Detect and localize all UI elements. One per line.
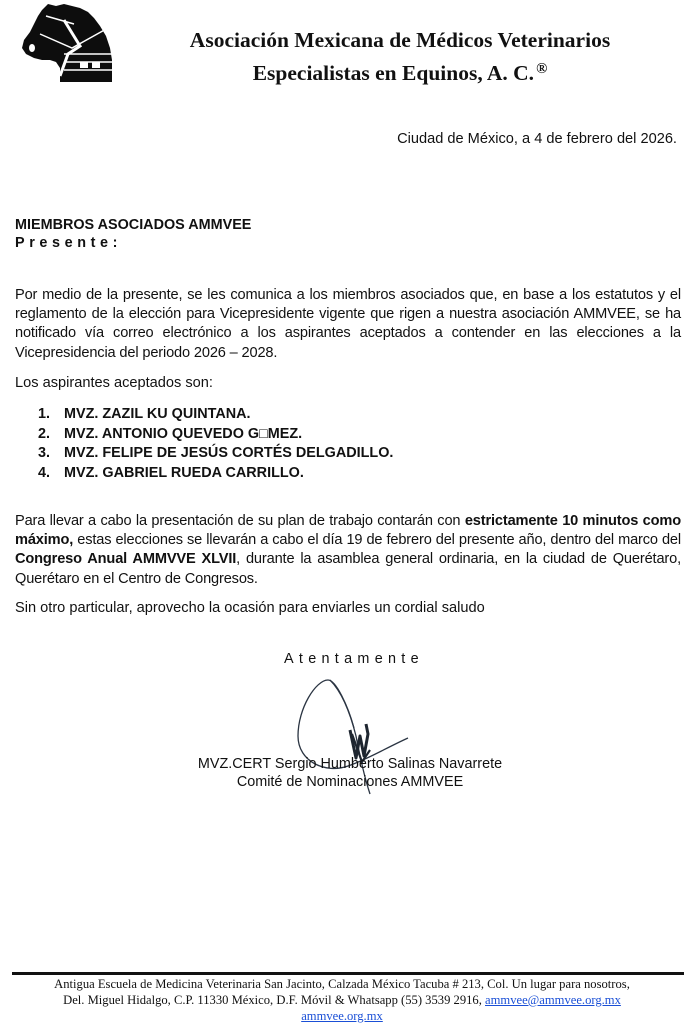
recipient-block (15, 216, 251, 252)
org-name-line-2 (150, 55, 650, 88)
candidate-name: MVZ. ANTONIO QUEVEDO G□MEZ. (64, 425, 303, 442)
body-paragraph-3 (15, 512, 681, 589)
candidate-name: MVZ. GABRIEL RUEDA CARRILLO. (64, 464, 304, 481)
paragraph-3-part-1: Para llevar a cabo la presentación de su plan de trabajo contarán con (15, 513, 465, 529)
footer-divider (12, 972, 684, 975)
signer-block (150, 755, 550, 791)
candidate-item (38, 405, 393, 425)
footer-line-3 (0, 1009, 684, 1024)
body-paragraph-4: Sin otro particular, aprovecho la ocasión para enviarles un cordial saludo (15, 600, 485, 616)
candidate-name: MVZ. ZAZIL KU QUINTANA. (64, 406, 251, 422)
signer-title: Comité de Nominaciones AMMVEE (236, 774, 464, 790)
candidate-item (38, 444, 393, 464)
org-name-line-1: Asociación Mexicana de Médicos Veterinarios (189, 28, 611, 52)
registered-mark: ® (536, 61, 548, 77)
email-link[interactable]: ammvee@ammvee.org.mx (485, 992, 621, 1007)
candidate-number: 3. (38, 445, 51, 462)
website-link[interactable]: ammvee.org.mx (301, 1008, 383, 1023)
paragraph-3-bold-time-limit: estrictamente 10 minutos como máximo, (15, 513, 682, 549)
candidate-item (38, 425, 393, 445)
signer-name: MVZ.CERT Sergio Humberto Salinas Navarrete (197, 756, 503, 772)
body-paragraph-2: Los aspirantes aceptados son: (15, 375, 213, 391)
candidate-number: 1. (38, 406, 51, 422)
candidate-item (38, 464, 393, 484)
body-paragraph-1: Por medio de la presente, se les comunica a los miembros asociados que, en base a los estatutos y el reglamento de la elección para Vicepresidente vigente que rigen a nuestra asociación AMMVEE, se ha notificado vía correo electrónico a los aspirantes aceptados a contender en las elecciones a la Vicepresidencia del periodo 2026 – 2028. (15, 287, 681, 361)
date-line: Ciudad de México, a 4 de febrero del 2026. (397, 131, 677, 147)
recipient-line-2: Presente: (15, 235, 122, 251)
candidate-list (38, 405, 393, 483)
paragraph-3-bold-congress: Congreso Anual AMMVVE XLVII (15, 551, 237, 568)
horse-head-logo (20, 2, 116, 84)
recipient-line-1: MIEMBROS ASOCIADOS AMMVEE (15, 217, 252, 233)
org-name-line-2-text: Especialistas en Equinos, A. C. (252, 61, 535, 85)
footer-line-2 (0, 993, 684, 1009)
closing: Atentamente (284, 651, 424, 667)
candidate-name: MVZ. FELIPE DE JESÚS CORTÉS DELGADILLO. (64, 445, 394, 462)
candidate-number: 4. (38, 464, 51, 481)
organization-title (150, 26, 650, 88)
paragraph-3-part-2: estas elecciones se llevarán a cabo el día 19 de febrero del presente año, dentro del marco del (73, 532, 681, 549)
footer-address (0, 977, 684, 1024)
footer-line-1: Antigua Escuela de Medicina Veterinaria San Jacinto, Calzada México Tacuba # 213, Col. Un lugar para nosotros, (54, 977, 630, 991)
paragraph-3-part-3: , durante la asamblea general ordinaria, en la ciudad de Querétaro, Querétaro en el Centro de Congresos. (15, 551, 681, 587)
footer-line-2-text: Del. Miguel Hidalgo, C.P. 11330 México, D.F. Móvil & Whatsapp (55) 3539 2916, (63, 992, 486, 1007)
candidate-number: 2. (38, 425, 51, 442)
